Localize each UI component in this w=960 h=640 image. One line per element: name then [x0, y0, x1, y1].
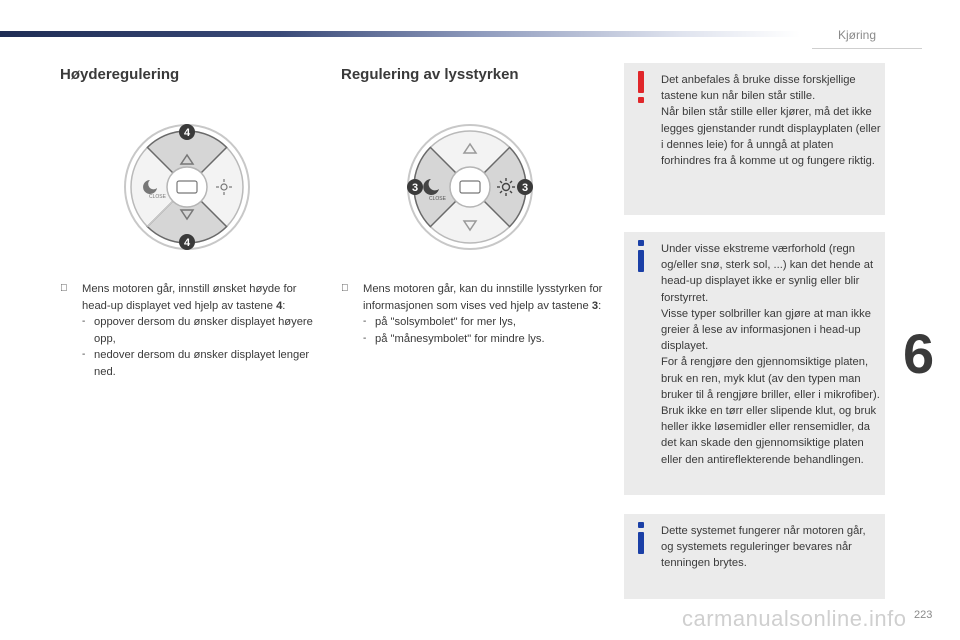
key-badge-right-label: 3	[521, 182, 529, 194]
header-gradient-bar	[0, 31, 800, 37]
section-title-brightness: Regulering av lysstyrken	[341, 66, 519, 83]
list-item: - på "månesymbolet" for mindre lys.	[363, 332, 545, 345]
exclamation-icon	[636, 71, 646, 105]
info-note-system	[624, 514, 885, 599]
key-number: 4	[276, 299, 283, 312]
list-item: - oppover dersom du ønsker displayet høyere opp,	[82, 316, 313, 345]
chapter-number: 6	[903, 322, 935, 385]
close-label: CLOSE	[149, 194, 166, 200]
checkbox-bullet-icon	[60, 281, 68, 298]
checkbox-bullet-icon	[341, 281, 349, 298]
key-badge-left-label: 3	[411, 182, 419, 194]
watermark: carmanualsonline.info	[682, 606, 907, 631]
brightness-control-diagram	[405, 122, 535, 252]
note-paragraph: For å rengjøre den gjennomsiktige platen, bruk en ren, myk klut (av den typen man bruker til å rengjøre briller, eller i mikrofiber). Bruk ikke en tørr eller slipende klut, og bruk heller ikke løsemidler eller rensemidler, da det kan skade den gjennomsiktige platen eller den antireflekterende behandlingen.	[661, 356, 880, 466]
list-item: - på "solsymbolet" for mer lys,	[363, 316, 516, 328]
list-item: - nedover dersom du ønsker displayet lenger ned.	[82, 349, 310, 378]
key-badge-bottom-label: 4	[183, 237, 191, 249]
note-paragraph: Dette systemet fungerer når motoren går, og systemets reguleringer bevares når tenningen brytes.	[661, 525, 866, 570]
page-number: 223	[914, 609, 933, 621]
instruction-item: Mens motoren går, kan du innstille lysstyrken for informasjonen som vises ved hjelp av tastene 3:	[341, 281, 611, 314]
close-label: CLOSE	[429, 196, 446, 202]
info-icon	[636, 240, 646, 274]
section-title-height: Høyderegulering	[60, 66, 180, 83]
height-control-diagram	[122, 122, 252, 252]
key-badge-top-label: 4	[183, 127, 191, 139]
key-number: 3	[591, 299, 599, 312]
brightness-instructions	[341, 281, 611, 347]
note-paragraph: Det anbefales å bruke disse forskjellige tastene kun når bilen står stille.	[661, 74, 856, 103]
chapter-title: Kjøring	[838, 28, 877, 42]
instruction-item: Mens motoren går, innstill ønsket høyde for head-up displayet ved hjelp av tastene 4:	[60, 281, 325, 314]
dial-center-button	[450, 167, 490, 207]
note-paragraph: Når bilen står stille eller kjører, må det ikke legges gjenstander rundt displayplaten (eller i dennes leie) for å unngå at platen forhindres fra å komme ut og fungere riktig.	[661, 106, 881, 168]
info-icon	[636, 522, 646, 556]
warning-note	[624, 63, 885, 215]
chapter-title-underline	[812, 48, 922, 49]
note-paragraph: Visse typer solbriller kan gjøre at man ikke greier å lese av informasjonen i head-up displayet.	[661, 307, 871, 353]
height-instructions	[60, 281, 325, 380]
note-paragraph: Under visse ekstreme værforhold (regn og/eller snø, sterk sol, ...) kan det hende at head-up displayet ikke er synlig eller blir forstyrret.	[661, 243, 874, 304]
info-note-conditions	[624, 232, 885, 495]
dial-center-button	[167, 167, 207, 207]
